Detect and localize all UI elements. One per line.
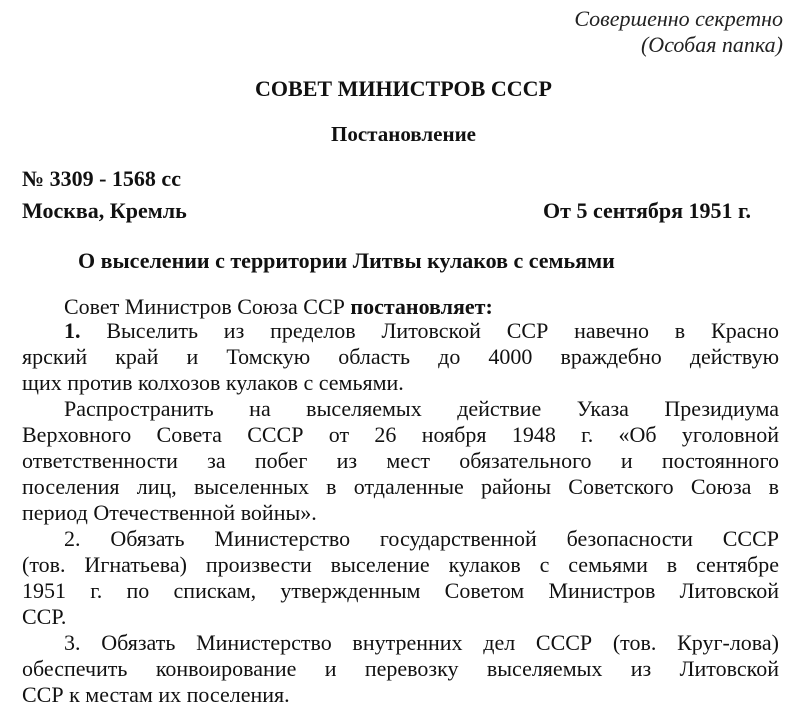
classification-line-2: (Особая папка) (640, 32, 783, 57)
paragraph-3-line-1: 3. Обязать Министерство внутренних дел СССР (тов. Круг-лова) (64, 630, 779, 655)
document-number: № 3309 - 1568 сс (22, 166, 181, 191)
paragraph-1-line-3: щих против колхозов кулаков с семьями. (22, 370, 404, 395)
paragraph-1b-line-2: Верховного Совета СССР от 26 ноября 1948 г. «Об уголовной (22, 422, 779, 447)
paragraph-1-number: 1. (64, 318, 81, 343)
document-date: От 5 сентября 1951 г. (543, 198, 751, 223)
preamble (64, 294, 493, 320)
paragraph-1-text: Выселить из пределов Литовской ССР навечно в Красно (106, 318, 779, 343)
paragraph-2-line-2: (тов. Игнатьева) произвести выселение кулаков с семьями в сентябре (22, 552, 779, 577)
paragraph-3-line-2: обеспечить конвоирование и перевозку выселяемых из Литовской (22, 656, 779, 681)
paragraph-2-line-3: 1951 г. по спискам, утвержденным Советом Министров Литовской (22, 578, 779, 603)
document-place: Москва, Кремль (22, 198, 187, 223)
paragraph-2-line-4: ССР. (22, 604, 67, 629)
preamble-decision: постановляет: (350, 294, 493, 319)
paragraph-1-line-2: ярский край и Томскую область до 4000 враждебно действую (22, 344, 779, 369)
paragraph-3-line-3: ССР к местам их поселения. (22, 682, 290, 707)
document-type: Постановление (331, 122, 476, 146)
paragraph-1-line-1 (64, 318, 779, 344)
classification-line-1: Совершенно секретно (574, 6, 783, 31)
paragraph-1b-line-4: поселения лиц, выселенных в отдаленные районы Советского Союза в (22, 474, 779, 499)
paragraph-2-line-1: 2. Обязать Министерство государственной безопасности СССР (64, 526, 779, 551)
paragraph-1b-line-3: ответственности за побег из мест обязательного и постоянного (22, 448, 779, 473)
preamble-text: Совет Министров Союза ССР (64, 294, 351, 319)
paragraph-1b-line-1: Распространить на выселяемых действие Указа Президиума (64, 396, 779, 421)
document-subject: О выселении с территории Литвы кулаков с семьями (78, 248, 615, 273)
organization-title: СОВЕТ МИНИСТРОВ СССР (255, 76, 552, 101)
paragraph-1b-line-5: период Отечественной войны». (22, 500, 317, 525)
